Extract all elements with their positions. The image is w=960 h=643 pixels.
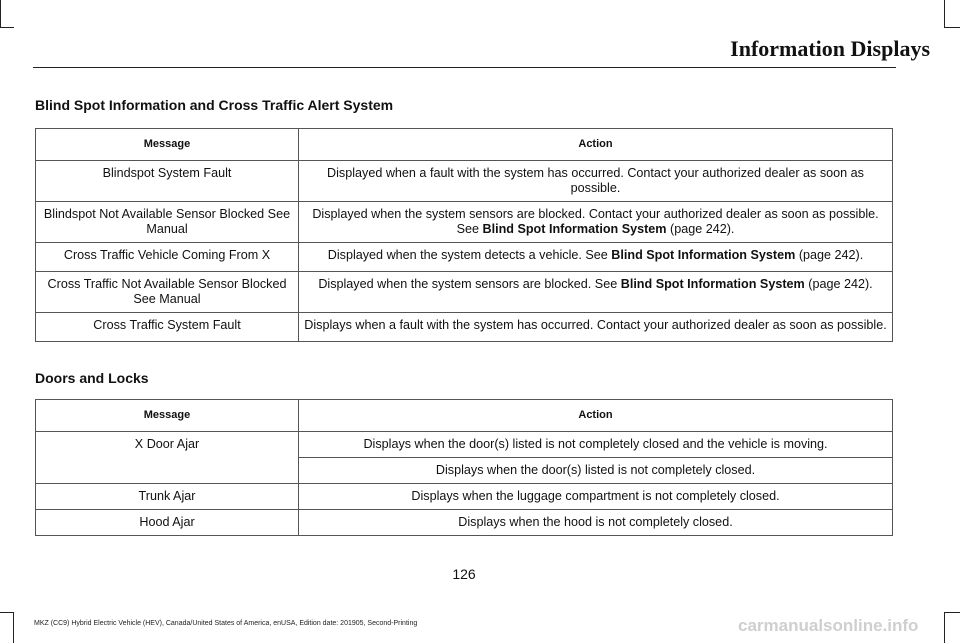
doors-and-locks-table: [35, 399, 893, 536]
section-title-doors-and-locks: Doors and Locks: [35, 370, 149, 386]
crop-mark: [944, 0, 945, 28]
message-cell: X Door Ajar: [36, 432, 299, 484]
crop-mark: [0, 0, 1, 28]
footer-edition-text: MKZ (CC9) Hybrid Electric Vehicle (HEV), Canada/United States of America, enUSA, Edition date: 201905, Second-Printing: [34, 620, 418, 627]
page-reference-number: (page 242).: [808, 277, 873, 291]
action-cell: [299, 313, 893, 342]
page-reference-number: (page 242).: [670, 222, 735, 236]
crop-mark: [944, 27, 960, 28]
crop-mark: [13, 612, 14, 643]
page-reference-link[interactable]: Blind Spot Information System: [482, 222, 667, 236]
watermark: carmanualsonline.info: [738, 616, 919, 635]
crop-mark: [944, 612, 945, 643]
page-header-title: Information Displays: [730, 36, 930, 61]
message-cell: Hood Ajar: [36, 510, 299, 536]
section-title-blind-spot: Blind Spot Information and Cross Traffic Alert System: [35, 97, 394, 113]
table-row: [36, 272, 893, 313]
column-header-message: Message: [36, 400, 299, 432]
action-cell: Displays when the luggage compartment is not completely closed.: [299, 484, 893, 510]
table-row: [36, 432, 893, 458]
page-reference-link[interactable]: Blind Spot Information System: [620, 277, 805, 291]
table-row: [36, 202, 893, 243]
action-cell: [299, 243, 893, 272]
column-header-action: Action: [299, 129, 893, 161]
action-cell: [299, 272, 893, 313]
blind-spot-messages-table: [35, 128, 893, 342]
column-header-message: Message: [36, 129, 299, 161]
action-cell: [299, 202, 893, 243]
action-cell: Displays when the door(s) listed is not completely closed and the vehicle is moving.: [299, 432, 893, 458]
table-header-row: [36, 129, 893, 161]
header-rule: [33, 67, 896, 68]
action-cell: Displays when the door(s) listed is not completely closed.: [299, 458, 893, 484]
message-cell: Cross Traffic Vehicle Coming From X: [36, 243, 299, 272]
table-row: [36, 484, 893, 510]
action-text: Displayed when the system detects a vehicle. See: [327, 248, 608, 262]
message-cell: Cross Traffic System Fault: [36, 313, 299, 342]
table-row: [36, 510, 893, 536]
action-cell: [299, 161, 893, 202]
table-row: [36, 161, 893, 202]
action-text: Displayed when a fault with the system has occurred. Contact your authorized dealer as soon as possible.: [327, 166, 864, 195]
message-cell: Blindspot System Fault: [36, 161, 299, 202]
action-text: Displayed when the system sensors are blocked. Contact your authorized dealer as soon as possible. See: [312, 207, 879, 236]
column-header-action: Action: [299, 400, 893, 432]
table-row: [36, 313, 893, 342]
message-cell: Blindspot Not Available Sensor Blocked See Manual: [36, 202, 299, 243]
crop-mark: [0, 612, 14, 613]
page-reference-number: (page 242).: [798, 248, 864, 262]
table-header-row: [36, 400, 893, 432]
page-number: 126: [452, 566, 476, 582]
message-cell: Cross Traffic Not Available Sensor Blocked See Manual: [36, 272, 299, 313]
crop-mark: [0, 27, 14, 28]
action-text: Displayed when the system sensors are blocked. See: [318, 277, 618, 291]
page-reference-link[interactable]: Blind Spot Information System: [611, 248, 796, 262]
table-row: [36, 243, 893, 272]
crop-mark: [944, 612, 960, 613]
message-cell: Trunk Ajar: [36, 484, 299, 510]
action-cell: Displays when the hood is not completely closed.: [299, 510, 893, 536]
action-text: Displays when a fault with the system has occurred. Contact your authorized dealer as soon as possible.: [304, 318, 887, 332]
